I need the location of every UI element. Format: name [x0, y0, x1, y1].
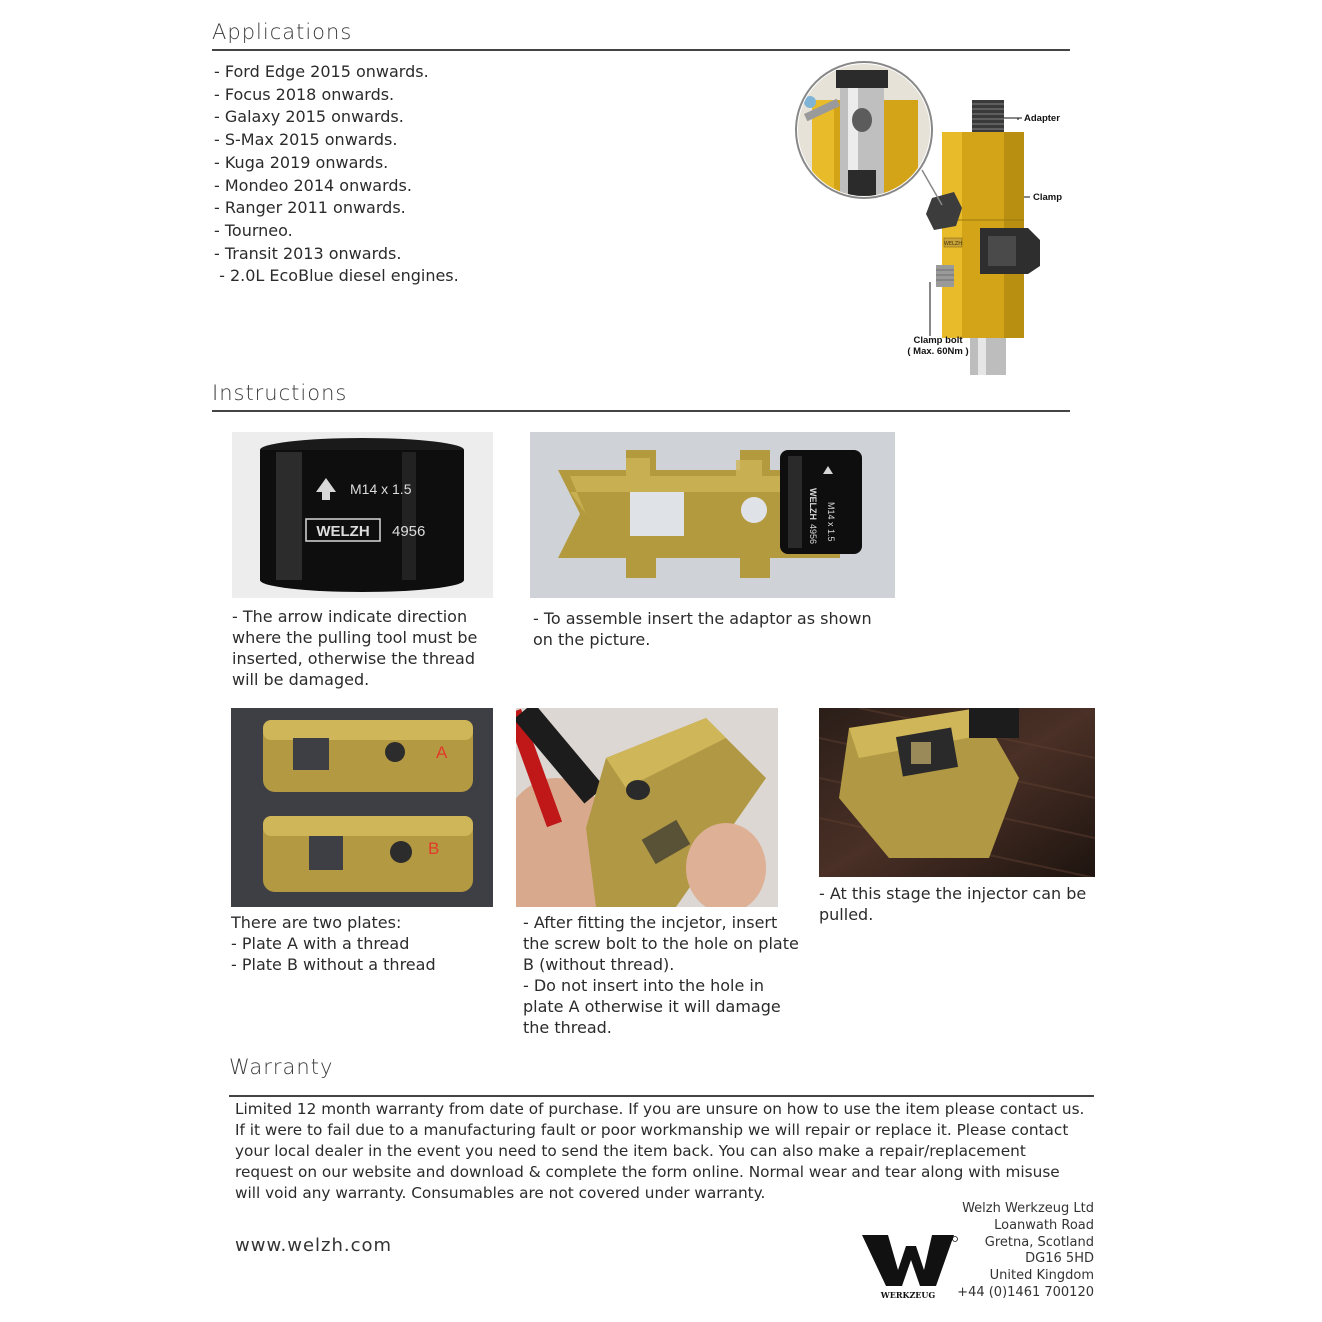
warranty-rule: [229, 1095, 1094, 1097]
caption-line: will be damaged.: [232, 670, 370, 689]
adapter-thread-text: M14 x 1.5: [350, 481, 412, 497]
caption-line: - The arrow indicate direction: [232, 607, 468, 626]
list-item: - Mondeo 2014 onwards.: [214, 175, 412, 195]
assembly-thread-text: M14 x 1.5: [826, 502, 836, 542]
diagram-tag: WELZH: [943, 241, 963, 247]
applications-rule: [212, 49, 1070, 51]
caption-line: - Do not insert into the hole in: [523, 976, 765, 995]
label-adapter: Adapter: [1024, 113, 1060, 124]
caption-line: where the pulling tool must be: [232, 628, 478, 647]
caption-line: pulled.: [819, 905, 874, 924]
caption-line: - At this stage the injector can be: [819, 884, 1087, 903]
caption-fitting: [523, 912, 803, 1038]
list-item: - S-Max 2015 onwards.: [214, 130, 398, 150]
caption-line: - Plate B without a thread: [231, 955, 436, 974]
warranty-line: request on our website and download & complete the form online. Normal wear and tear along with misuse: [235, 1163, 1060, 1181]
applications-title: Applications: [212, 20, 353, 44]
instructions-title: Instructions: [212, 381, 348, 405]
caption-arrow: [232, 606, 502, 690]
assembly-number-text: 4956: [808, 524, 818, 545]
list-item: - 2.0L EcoBlue diesel engines.: [214, 266, 459, 286]
caption-stage: [819, 883, 1099, 925]
company-address: [930, 1201, 1094, 1302]
list-item: - Focus 2018 onwards.: [214, 84, 395, 104]
address-line: Welzh Werkzeug Ltd: [962, 1201, 1094, 1216]
caption-line: There are two plates:: [231, 913, 402, 932]
warranty-line: your local dealer in the event you need to send the item back. You can also make a repair/replacement: [235, 1142, 1026, 1160]
address-line: United Kingdom: [989, 1268, 1094, 1284]
stage-photo: [819, 708, 1095, 877]
list-item: - Ford Edge 2015 onwards.: [214, 62, 429, 81]
adapter-number-text: 4956: [392, 523, 426, 540]
list-item: - Ranger 2011 onwards.: [214, 198, 406, 218]
tool-diagram: [792, 60, 1070, 375]
caption-assemble: [533, 608, 913, 650]
adapter-brand-text: WELZH: [316, 523, 370, 540]
address-line: DG16 5HD: [1025, 1251, 1094, 1267]
website-link[interactable]: www.welzh.com: [235, 1235, 393, 1256]
caption-line: - To assemble insert the adaptor as shown: [533, 609, 872, 628]
warranty-body: [235, 1099, 1105, 1204]
warranty-line: If it were to fail due to a manufacturing fault or poor workmanship we will repair or replace it. Please contact: [235, 1121, 1069, 1139]
caption-line: the thread.: [523, 1018, 612, 1037]
caption-plates: [231, 912, 501, 975]
list-item: - Galaxy 2015 onwards.: [214, 107, 404, 127]
caption-line: B (without thread).: [523, 955, 675, 974]
instructions-rule: [212, 410, 1070, 412]
plate-a-label: A: [436, 743, 448, 762]
adapter-photo: [232, 432, 493, 598]
assembly-photo: [530, 432, 895, 598]
address-line: Gretna, Scotland: [984, 1234, 1094, 1250]
assembly-brand-text: WELZH: [808, 488, 818, 520]
warranty-line: will void any warranty. Consumables are not covered under warranty.: [235, 1184, 766, 1202]
logo-wordmark: WERKZEUG: [880, 1290, 936, 1300]
list-item: - Kuga 2019 onwards.: [214, 152, 389, 172]
warranty-title: Warranty: [229, 1055, 334, 1079]
caption-line: the screw bolt to the hole on plate: [523, 934, 799, 953]
address-line: +44 (0)1461 700120: [957, 1284, 1094, 1300]
plate-b-label: B: [428, 839, 440, 858]
list-item: - Tourneo.: [214, 220, 293, 240]
caption-line: - After fitting the incjetor, insert: [523, 913, 778, 932]
label-clamp-bolt-max: ( Max. 60Nm ): [907, 346, 969, 357]
caption-line: inserted, otherwise the thread: [232, 649, 475, 668]
label-clamp-bolt: Clamp bolt: [913, 335, 963, 346]
applications-list: [214, 61, 459, 288]
label-clamp: Clamp: [1033, 192, 1063, 203]
plates-photo: [231, 708, 493, 907]
fitting-photo: [516, 708, 778, 907]
address-line: Loanwath Road: [994, 1217, 1094, 1233]
caption-line: on the picture.: [533, 630, 651, 649]
warranty-line: Limited 12 month warranty from date of purchase. If you are unsure on how to use the item please contact us.: [235, 1100, 1085, 1118]
list-item: - Transit 2013 onwards.: [214, 243, 402, 263]
caption-line: plate A otherwise it will damage: [523, 997, 781, 1016]
caption-line: - Plate A with a thread: [231, 934, 410, 953]
